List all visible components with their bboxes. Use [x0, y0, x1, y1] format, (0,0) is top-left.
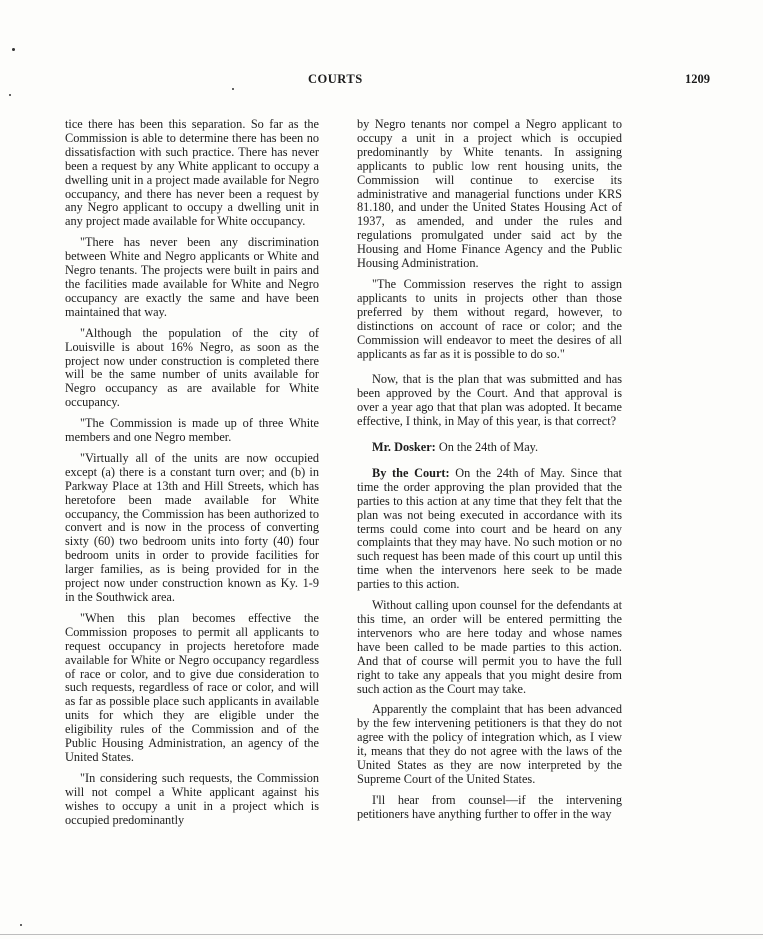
paragraph: "Although the population of the city of Louisville is about 16% Negro, as soon as the project now under construction is completed there will be the same number of units available for Negro occupancy as are available for White occupancy.: [65, 325, 319, 410]
dialogue-line: [357, 467, 622, 592]
scan-speck: [20, 924, 22, 926]
dialogue-text: On the 24th of May. Since that time the order approving the plan provided that the parties to this action at any time that they felt that the plan was not being executed in accordance with its terms could come into court and be heard on any complaints that they may have. No such motion or no such request has been made of this court up until this time when the intervenors here seek to be made parties to this action.: [357, 465, 622, 592]
paragraph: I'll hear from counsel—if the intervening petitioners have anything further to offer in the way: [357, 792, 622, 821]
scan-speck: [12, 48, 15, 51]
paragraph: "In considering such requests, the Commission will not compel a White applicant against his wishes to occupy a unit in a project which is occupied predominantly: [65, 770, 319, 827]
paragraph: tice there has been this separation. So far as the Commission is able to determine there has been no dissatisfaction with such practice. There has never been a request by any White applicant to occupy a dwelling unit in a project made available for Negro occupancy, and there has never been a request by any Negro applicant to occupy a dwelling unit in any project made available for White occupancy.: [65, 117, 319, 229]
paragraph: "The Commission is made up of three White members and one Negro member.: [65, 416, 319, 445]
right-column: [357, 118, 622, 822]
scan-speck: [232, 88, 234, 90]
paragraph: Without calling upon counsel for the defendants at this time, an order will be entered permitting the intervenors who are here today and whose names have been called to be made parties to this action. And that of course will permit you to have the full right to take any appeals that you might desire from such action as the Court may take.: [357, 598, 622, 696]
page-number: 1209: [685, 72, 710, 86]
paragraph: Apparently the complaint that has been advanced by the few intervening petitioners is that they do not agree with the policy of integration which, as I view it, means that they do not agree with the laws of the United States as they are now interpreted by the Supreme Court of the United States.: [357, 702, 622, 786]
paragraph: Now, that is the plan that was submitted and has been approved by the Court. And that approval is over a year ago that that plan was adopted. It became effective, I think, in May of this year, is that correct?: [357, 372, 622, 429]
running-head: COURTS: [308, 72, 363, 86]
dialogue-line: [357, 441, 622, 455]
scan-edge-line: [0, 934, 763, 935]
dialogue-text: On the 24th of May.: [435, 440, 539, 455]
paragraph: "There has never been any discrimination between White and Negro applicants or White and Negro tenants. The projects were built in pairs and the facilities made available for White and Negro occupancy are exactly the same and have been maintained that way.: [65, 235, 319, 319]
left-column: [65, 118, 319, 828]
paragraph: by Negro tenants nor compel a Negro applicant to occupy a unit in a project which is occupied predominantly by White tenants. In assigning applicants to public low rent housing units, the Commission will continue to exercise its administrative and managerial functions under KRS 81.180, and under the United States Housing Act of 1937, as amended, and under the rules and regulations promulgated under said act by the Housing and Home Finance Agency and the Public Housing Administration.: [357, 117, 622, 271]
paragraph: "Virtually all of the units are now occupied except (a) there is a constant turn over; and (b) in Parkway Place at 13th and Hill Streets, which has heretofore been made available for White occupancy, the Commission has been authorized to convert and is now in the process of converting sixty (60) two bedroom units into forty (40) four bedroom units in order to provide facilities for larger families, as is being provided for in the project now under construction known as Ky. 1-9 in the Southwick area.: [65, 450, 319, 604]
paragraph: "When this plan becomes effective the Commission proposes to permit all applicants to request occupancy in projects heretofore made available for White or Negro occupancy regardless of race or color, and to give due consideration to such requests, regardless of race or color, and will as far as possible place such applicants in available units for which they are eligible under the eligibility rules of the Commission and of the Public Housing Administration, an agency of the United States.: [65, 610, 319, 764]
paragraph: "The Commission reserves the right to assign applicants to units in projects other than those preferred by them without regard, however, to distinctions on account of race or color; and the Commission will endeavor to meet the desires of all applicants as far as it is possible to do so.": [357, 276, 622, 361]
speaker-label: Mr. Dosker:: [372, 440, 436, 455]
scan-speck: [9, 94, 11, 96]
speaker-label: By the Court:: [372, 465, 450, 480]
